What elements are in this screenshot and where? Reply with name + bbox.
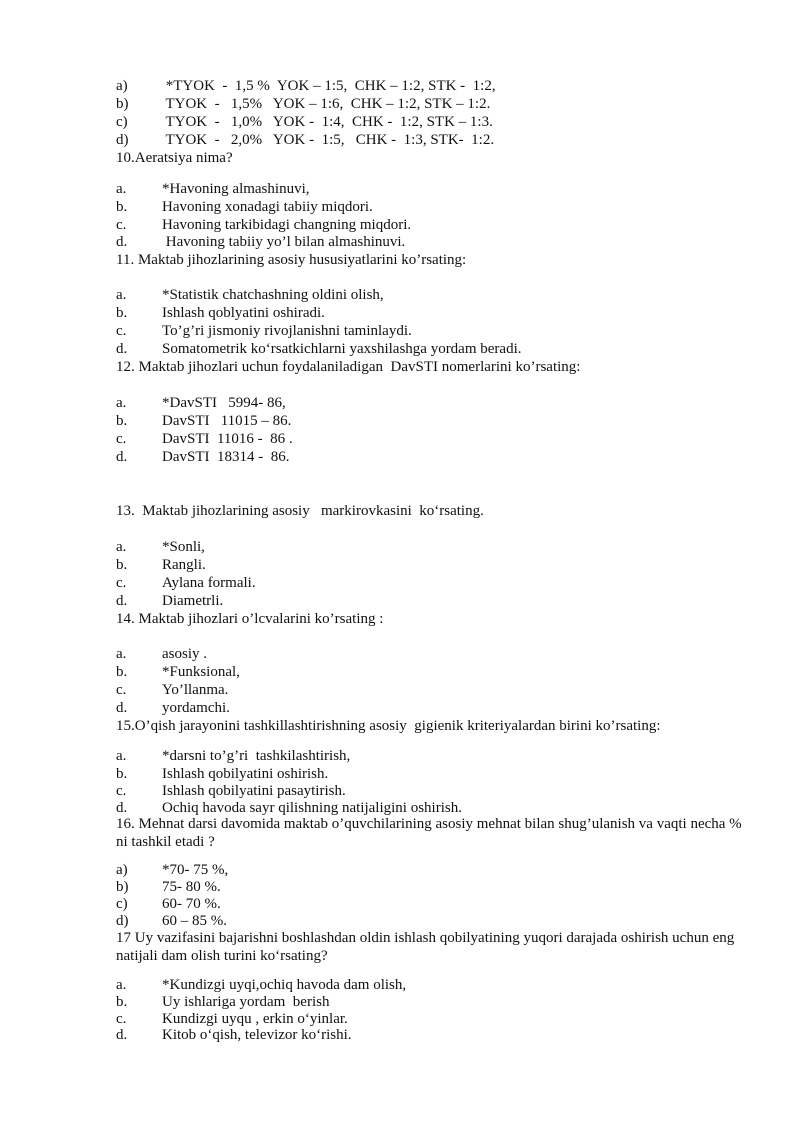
question-13: 13. Maktab jihozlarining asosiy markirovkasini ko‘rsating. (116, 503, 484, 519)
option-text: Ishlash qoblyatini oshiradi. (162, 305, 325, 321)
option-text: Havoning xonadagi tabiiy miqdori. (162, 199, 373, 215)
option-text: DavSTI 18314 - 86. (162, 449, 290, 465)
option-label: d. (116, 449, 128, 465)
q11-option-d (116, 340, 522, 358)
q17-option-b (116, 993, 329, 1011)
option-text: Aylana formali. (162, 575, 256, 591)
option-label: d. (116, 800, 128, 816)
q12-option-b (116, 412, 291, 430)
q11-option-a (116, 286, 384, 304)
q9-option-c (116, 113, 493, 131)
q9-option-a (116, 77, 496, 95)
question-14: 14. Maktab jihozlari o’lcvalarini ko’rsating : (116, 611, 384, 627)
option-text: *Kundizgi uyqi,ochiq havoda dam olish, (162, 977, 407, 993)
option-label: a. (116, 395, 127, 411)
option-label: c. (116, 217, 127, 233)
q13-option-b (116, 556, 206, 574)
option-text: To’g’ri jismoniy rivojlanishni taminlaydi. (162, 323, 412, 339)
q9-option-b (116, 95, 490, 113)
option-text: Havoning tarkibidagi changning miqdori. (162, 217, 412, 233)
option-text: TYOK - 1,0% YOK - 1:4, CHK - 1:2, STK – 1:3. (162, 114, 493, 130)
option-label: a. (116, 646, 127, 662)
option-text: Yo’llanma. (162, 682, 229, 698)
question-11: 11. Maktab jihozlarining asosiy hususiyatlarini ko’rsating: (116, 252, 467, 268)
question-12: 12. Maktab jihozlari uchun foydalaniladigan DavSTI nomerlarini ko’rsating: (116, 359, 581, 375)
option-label: c) (116, 114, 128, 130)
option-text: *darsni to’g’ri tashkilashtirish, (162, 748, 351, 764)
option-label: a. (116, 287, 127, 303)
option-text: Ishlash qobilyatini oshirish. (162, 766, 329, 782)
option-label: c. (116, 783, 127, 799)
option-label: c. (116, 575, 127, 591)
q17-option-d (116, 1026, 352, 1044)
option-text: TYOK - 1,5% YOK – 1:6, CHK – 1:2, STK – 1:2. (162, 96, 491, 112)
option-label: b. (116, 199, 128, 215)
option-text: TYOK - 2,0% YOK - 1:5, CHK - 1:3, STK- 1:2. (162, 132, 495, 148)
option-text: asosiy . (162, 646, 207, 662)
q12-option-d (116, 448, 290, 466)
q12-option-a (116, 394, 286, 412)
option-label: c. (116, 682, 127, 698)
option-label: d. (116, 341, 128, 357)
option-label: c. (116, 431, 127, 447)
option-label: d) (116, 132, 129, 148)
q12-option-c (116, 430, 293, 448)
option-label: a. (116, 539, 127, 555)
option-label: b. (116, 413, 128, 429)
option-label: a. (116, 748, 127, 764)
option-text: Havoning tabiiy yo’l bilan almashinuvi. (162, 234, 406, 250)
q10-option-d (116, 233, 405, 251)
q16-option-c (116, 895, 221, 913)
option-label: b) (116, 96, 129, 112)
option-label: a) (116, 862, 128, 878)
q14-option-d (116, 699, 230, 717)
option-text: Somatometrik ko‘rsatkichlarni yaxshilashga yordam beradi. (162, 341, 522, 357)
option-text: DavSTI 11015 – 86. (162, 413, 292, 429)
option-text: Kitob o‘qish, televizor ko‘rishi. (162, 1027, 352, 1043)
option-label: b. (116, 305, 128, 321)
option-text: Ishlash qobilyatini pasaytirish. (162, 783, 346, 799)
option-text: *Sonli, (162, 539, 205, 555)
option-text: DavSTI 11016 - 86 . (162, 431, 293, 447)
q13-option-c (116, 574, 256, 592)
option-label: d. (116, 1027, 128, 1043)
option-label: b. (116, 664, 128, 680)
option-text: *TYOK - 1,5 % YOK – 1:5, CHK – 1:2, STK - 1:2, (162, 78, 496, 94)
option-text: *Statistik chatchashning oldini olish, (162, 287, 384, 303)
option-label: b) (116, 879, 129, 895)
question-10: 10.Aeratsiya nima? (116, 150, 233, 166)
q15-option-b (116, 765, 328, 783)
option-label: c. (116, 323, 127, 339)
option-label: d. (116, 700, 128, 716)
option-text: Rangli. (162, 557, 206, 573)
q17-option-a (116, 976, 406, 994)
q16-option-b (116, 878, 221, 896)
q15-option-c (116, 782, 346, 800)
q13-option-d (116, 592, 223, 610)
q10-option-a (116, 180, 309, 198)
option-text: 75- 80 %. (162, 879, 221, 895)
option-text: *Funksional, (162, 664, 240, 680)
option-label: d. (116, 234, 128, 250)
option-text: *DavSTI 5994- 86, (162, 395, 286, 411)
option-label: d. (116, 593, 128, 609)
q11-option-c (116, 322, 412, 340)
q9-option-d (116, 131, 494, 149)
q15-option-a (116, 747, 350, 765)
option-text: 60 – 85 %. (162, 913, 227, 929)
q10-option-c (116, 216, 411, 234)
q14-option-c (116, 681, 228, 699)
q14-option-b (116, 663, 240, 681)
q10-option-b (116, 198, 373, 216)
option-label: c) (116, 896, 128, 912)
question-16: 16. Mehnat darsi davomida maktab o’quvchilarining asosiy mehnat bilan shug’ulanish va vaqti necha % ni tashkil etadi ? (116, 816, 742, 850)
option-label: a. (116, 977, 127, 993)
option-label: a. (116, 181, 127, 197)
option-text: Diametrli. (162, 593, 224, 609)
option-text: yordamchi. (162, 700, 230, 716)
option-text: Kundizgi uyqu , erkin o‘yinlar. (162, 1011, 348, 1027)
option-label: a) (116, 78, 128, 94)
q13-option-a (116, 538, 205, 556)
option-text: Uy ishlariga yordam berish (162, 994, 330, 1010)
option-text: *70- 75 %, (162, 862, 229, 878)
question-17: 17 Uy vazifasini bajarishni boshlashdan oldin ishlash qobilyatining yuqori darajada oshirish uchun eng natijali dam olish turini ko‘rsating? (116, 930, 735, 964)
q16-option-d (116, 912, 227, 930)
option-text: 60- 70 %. (162, 896, 221, 912)
q11-option-b (116, 304, 325, 322)
option-label: b. (116, 557, 128, 573)
option-label: d) (116, 913, 129, 929)
question-15: 15.O’qish jarayonini tashkillashtirishning asosiy gigienik kriteriyalardan birini ko’rsating: (116, 718, 661, 734)
q14-option-a (116, 645, 207, 663)
option-label: c. (116, 1011, 127, 1027)
option-label: b. (116, 994, 128, 1010)
option-text: *Havoning almashinuvi, (162, 181, 310, 197)
q16-option-a (116, 861, 228, 879)
option-text: Ochiq havoda sayr qilishning natijaligini oshirish. (162, 800, 462, 816)
option-label: b. (116, 766, 128, 782)
